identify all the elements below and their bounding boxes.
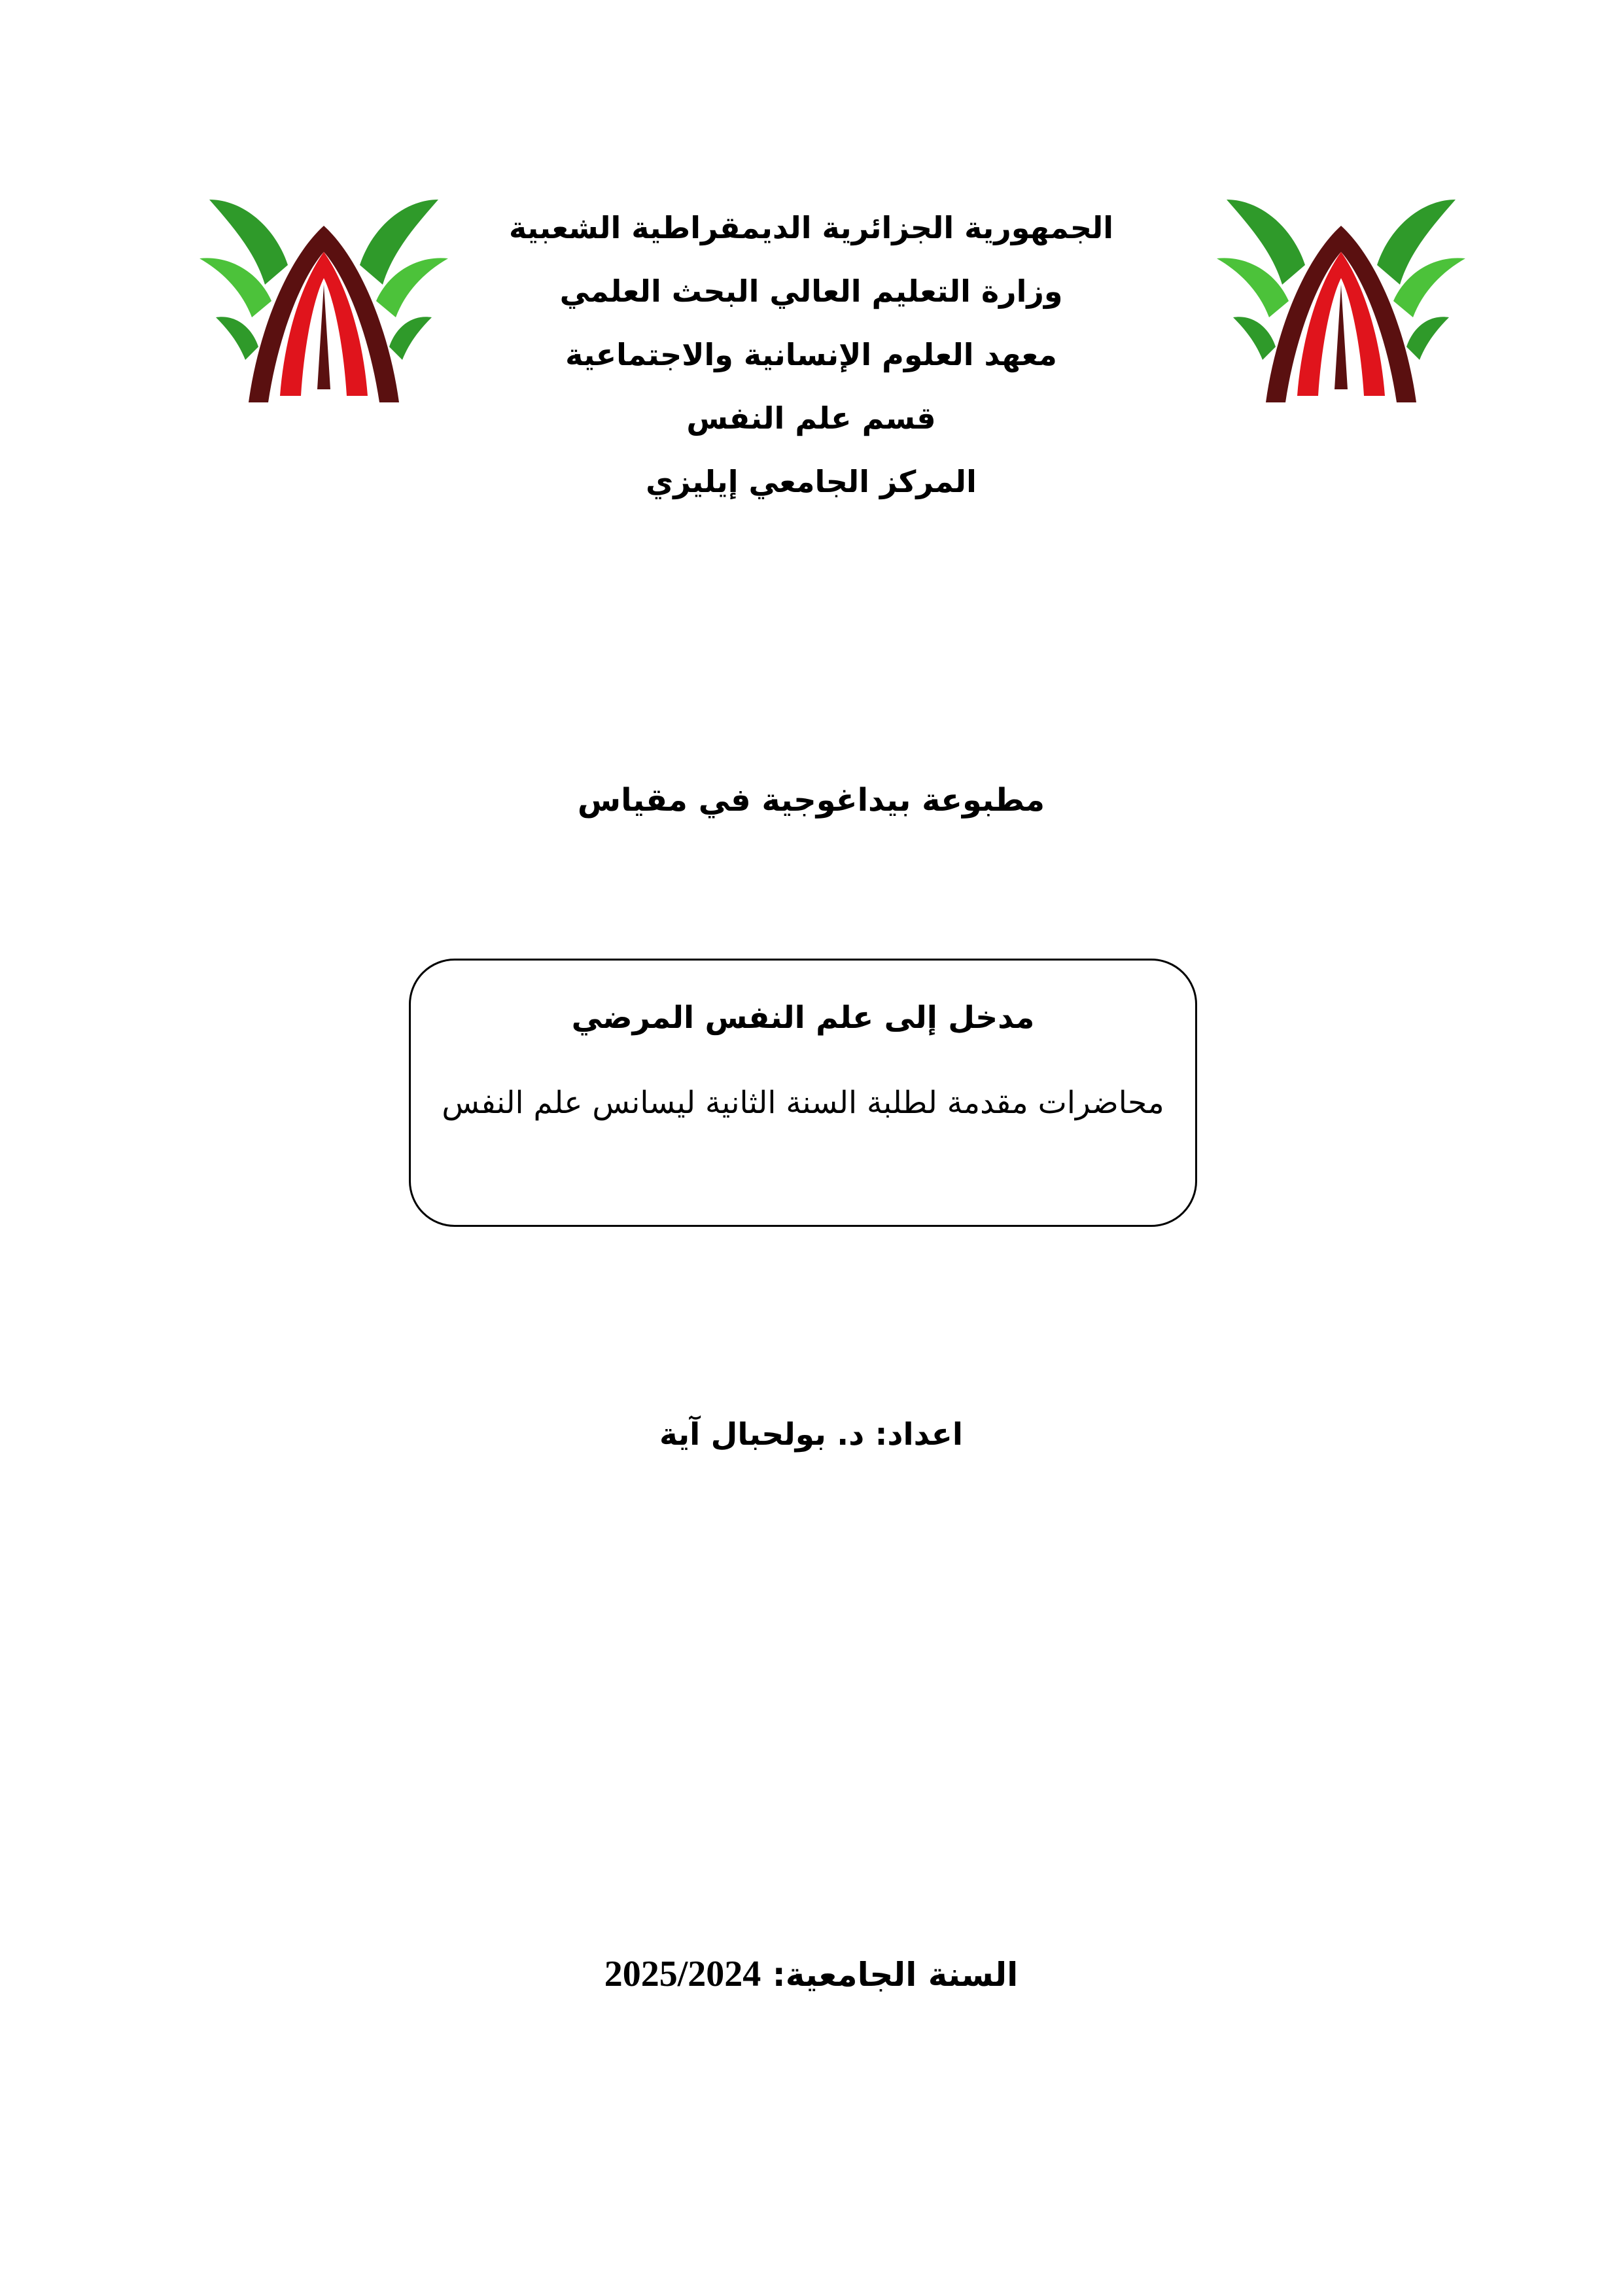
university-logo-right [1213,186,1469,461]
header-line-department: قسم علم النفس [686,400,936,436]
header-line-institute: معهد العلوم الإنسانية والاجتماعية [565,337,1057,372]
document-subtitle: مطبوعة بيداغوجية في مقياس [577,782,1045,819]
institution-header [458,196,1164,514]
course-description: محاضرات مقدمة لطلبة السنة الثانية ليسانس علم النفس [442,1085,1164,1121]
course-title: مدخل إلى علم النفس المرضي [571,1000,1035,1036]
university-logo-left [196,186,451,461]
course-info-box [409,959,1197,1227]
academic-year [458,1953,1164,1995]
header-line-center: المركز الجامعي إيليزي [646,464,977,499]
university-center-logo-icon [1213,186,1469,461]
academic-year-value: 2025/2024 [604,1954,761,1994]
academic-year-label: السنة الجامعية: [772,1956,1019,1994]
header-line-ministry: وزارة التعليم العالي البحث العلمي [559,274,1063,309]
author-line: اعداد: د. بولحبال آية [659,1417,963,1453]
university-center-logo-icon [196,186,451,461]
header-line-republic: الجمهورية الجزائرية الديمقراطية الشعبية [508,210,1114,245]
